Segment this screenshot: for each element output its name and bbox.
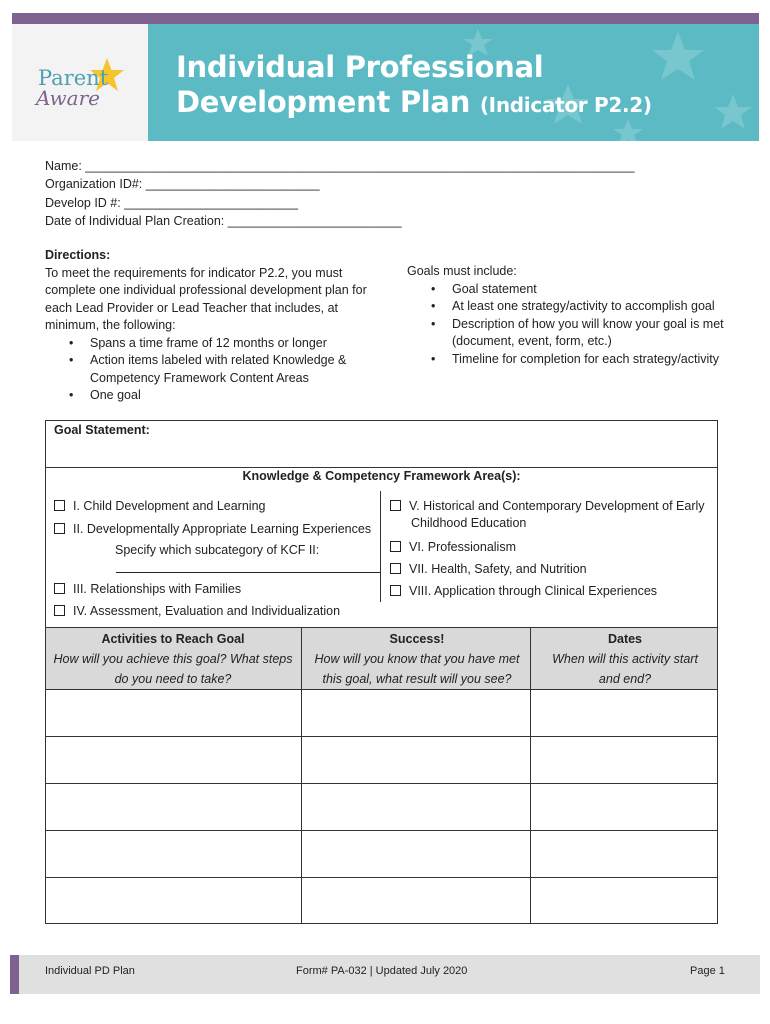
table-row (46, 736, 717, 737)
checkbox-icon (390, 500, 401, 511)
title-indicator: (Indicator P2.2) (479, 93, 652, 117)
kcf-label: VI. Professionalism (409, 540, 516, 554)
footer-form-number: Form# PA-032 | Updated July 2020 (296, 965, 468, 977)
checkbox-icon (54, 523, 65, 534)
kcf-label: II. Developmentally Appropriate Learning Experiences (73, 522, 372, 536)
parent-aware-logo (12, 24, 148, 141)
kcf-label: VII. Health, Safety, and Nutrition (409, 562, 587, 576)
footer-left-text: Individual PD Plan (45, 965, 135, 977)
organization-id-field[interactable]: Organization ID#: _________________________ (45, 177, 320, 192)
list-item: • One goal (45, 387, 375, 405)
checkbox-icon (54, 605, 65, 616)
checkbox-icon (390, 585, 401, 596)
directions-text: To meet the requirements for indicator P2.2, you must complete one individual professional development plan for each Lead Provider or Lead Teacher that includes, at minimum, the following: (45, 265, 367, 332)
title-line-1: Individual Professional (176, 50, 544, 84)
page-title (176, 50, 652, 123)
top-accent-bar (12, 13, 759, 24)
plan-creation-date-field[interactable]: Date of Individual Plan Creation: _________________________ (45, 213, 402, 228)
kcf-checkbox-vii[interactable] (390, 561, 587, 578)
column-activities (52, 629, 294, 689)
checkbox-icon (54, 583, 65, 594)
kcf-subcategory-line[interactable] (116, 572, 381, 573)
checkbox-icon (390, 563, 401, 574)
divider (46, 627, 717, 628)
list-item: • Action items labeled with related Knowledge & Competency Framework Content Areas (45, 352, 375, 387)
kcf-label: VIII. Application through Clinical Experiences (409, 584, 658, 598)
table-row (46, 783, 717, 784)
goals-section (407, 263, 737, 368)
column-success (306, 629, 528, 689)
kcf-column-divider (380, 491, 381, 602)
kcf-label: V. Historical and Contemporary Development of Early Childhood Education (409, 499, 705, 530)
kcf-checkbox-i[interactable] (54, 498, 265, 515)
column-question: How will you achieve this goal? What steps do you need to take? (53, 652, 293, 686)
list-item: • Description of how you will know your goal is met (document, event, form, etc.) (407, 316, 737, 351)
develop-id-field[interactable]: Develop ID #: _________________________ (45, 195, 299, 210)
header-banner (148, 24, 759, 141)
checkbox-icon (390, 541, 401, 552)
column-dates (540, 629, 710, 689)
kcf-checkbox-iii[interactable] (54, 581, 241, 598)
list-item: • Goal statement (407, 281, 737, 299)
list-item: • At least one strategy/activity to accomplish goal (407, 298, 737, 316)
column-title: Activities to Reach Goal (101, 632, 245, 646)
column-title: Success! (389, 632, 445, 646)
table-row (46, 830, 717, 831)
logo-text-aware: Aware (36, 86, 100, 110)
kcf-checkbox-vi[interactable] (390, 539, 516, 556)
table-column-divider (530, 627, 531, 923)
kcf-checkbox-viii[interactable] (390, 583, 657, 600)
goals-list (407, 281, 737, 369)
checkbox-icon (54, 500, 65, 511)
list-item: • Timeline for completion for each strategy/activity (407, 351, 737, 369)
footer-accent-bar (10, 955, 19, 994)
divider (46, 689, 717, 690)
identification-fields (45, 157, 635, 230)
kcf-subcategory-label: Specify which subcategory of KCF II: (115, 543, 320, 557)
table-row (46, 877, 717, 878)
column-title: Dates (607, 632, 643, 646)
column-question: When will this activity start and end? (552, 652, 698, 686)
goal-statement-input[interactable] (46, 441, 717, 467)
title-line-2 (176, 85, 652, 123)
directions-heading: Directions: (45, 248, 111, 262)
kcf-checkbox-v[interactable] (390, 498, 736, 532)
name-field[interactable]: Name: _______________________________________________________________________________ (45, 159, 635, 173)
goal-statement-label: Goal Statement: (54, 423, 150, 437)
kcf-title: Knowledge & Competency Framework Area(s): (242, 469, 521, 483)
activities-table-header (46, 627, 717, 689)
kcf-checkbox-iv[interactable] (54, 603, 340, 620)
directions-list (45, 335, 375, 405)
title-line-2-text: Development Plan (176, 85, 471, 119)
divider (46, 467, 717, 468)
kcf-checkbox-ii[interactable] (54, 521, 371, 538)
kcf-label: I. Child Development and Learning (73, 499, 266, 513)
page-footer (10, 955, 760, 994)
table-column-divider (301, 627, 302, 923)
goals-heading: Goals must include: (407, 264, 517, 278)
column-question: How will you know that you have met this goal, what result will you see? (314, 652, 520, 686)
kcf-label: IV. Assessment, Evaluation and Individualization (73, 604, 341, 618)
logo-text-parent: Parent (38, 66, 109, 90)
list-item: • Spans a time frame of 12 months or longer (45, 335, 375, 353)
kcf-label: III. Relationships with Families (73, 582, 242, 596)
footer-page-number: Page 1 (690, 965, 725, 977)
plan-form (45, 420, 718, 924)
directions-section (45, 247, 375, 405)
